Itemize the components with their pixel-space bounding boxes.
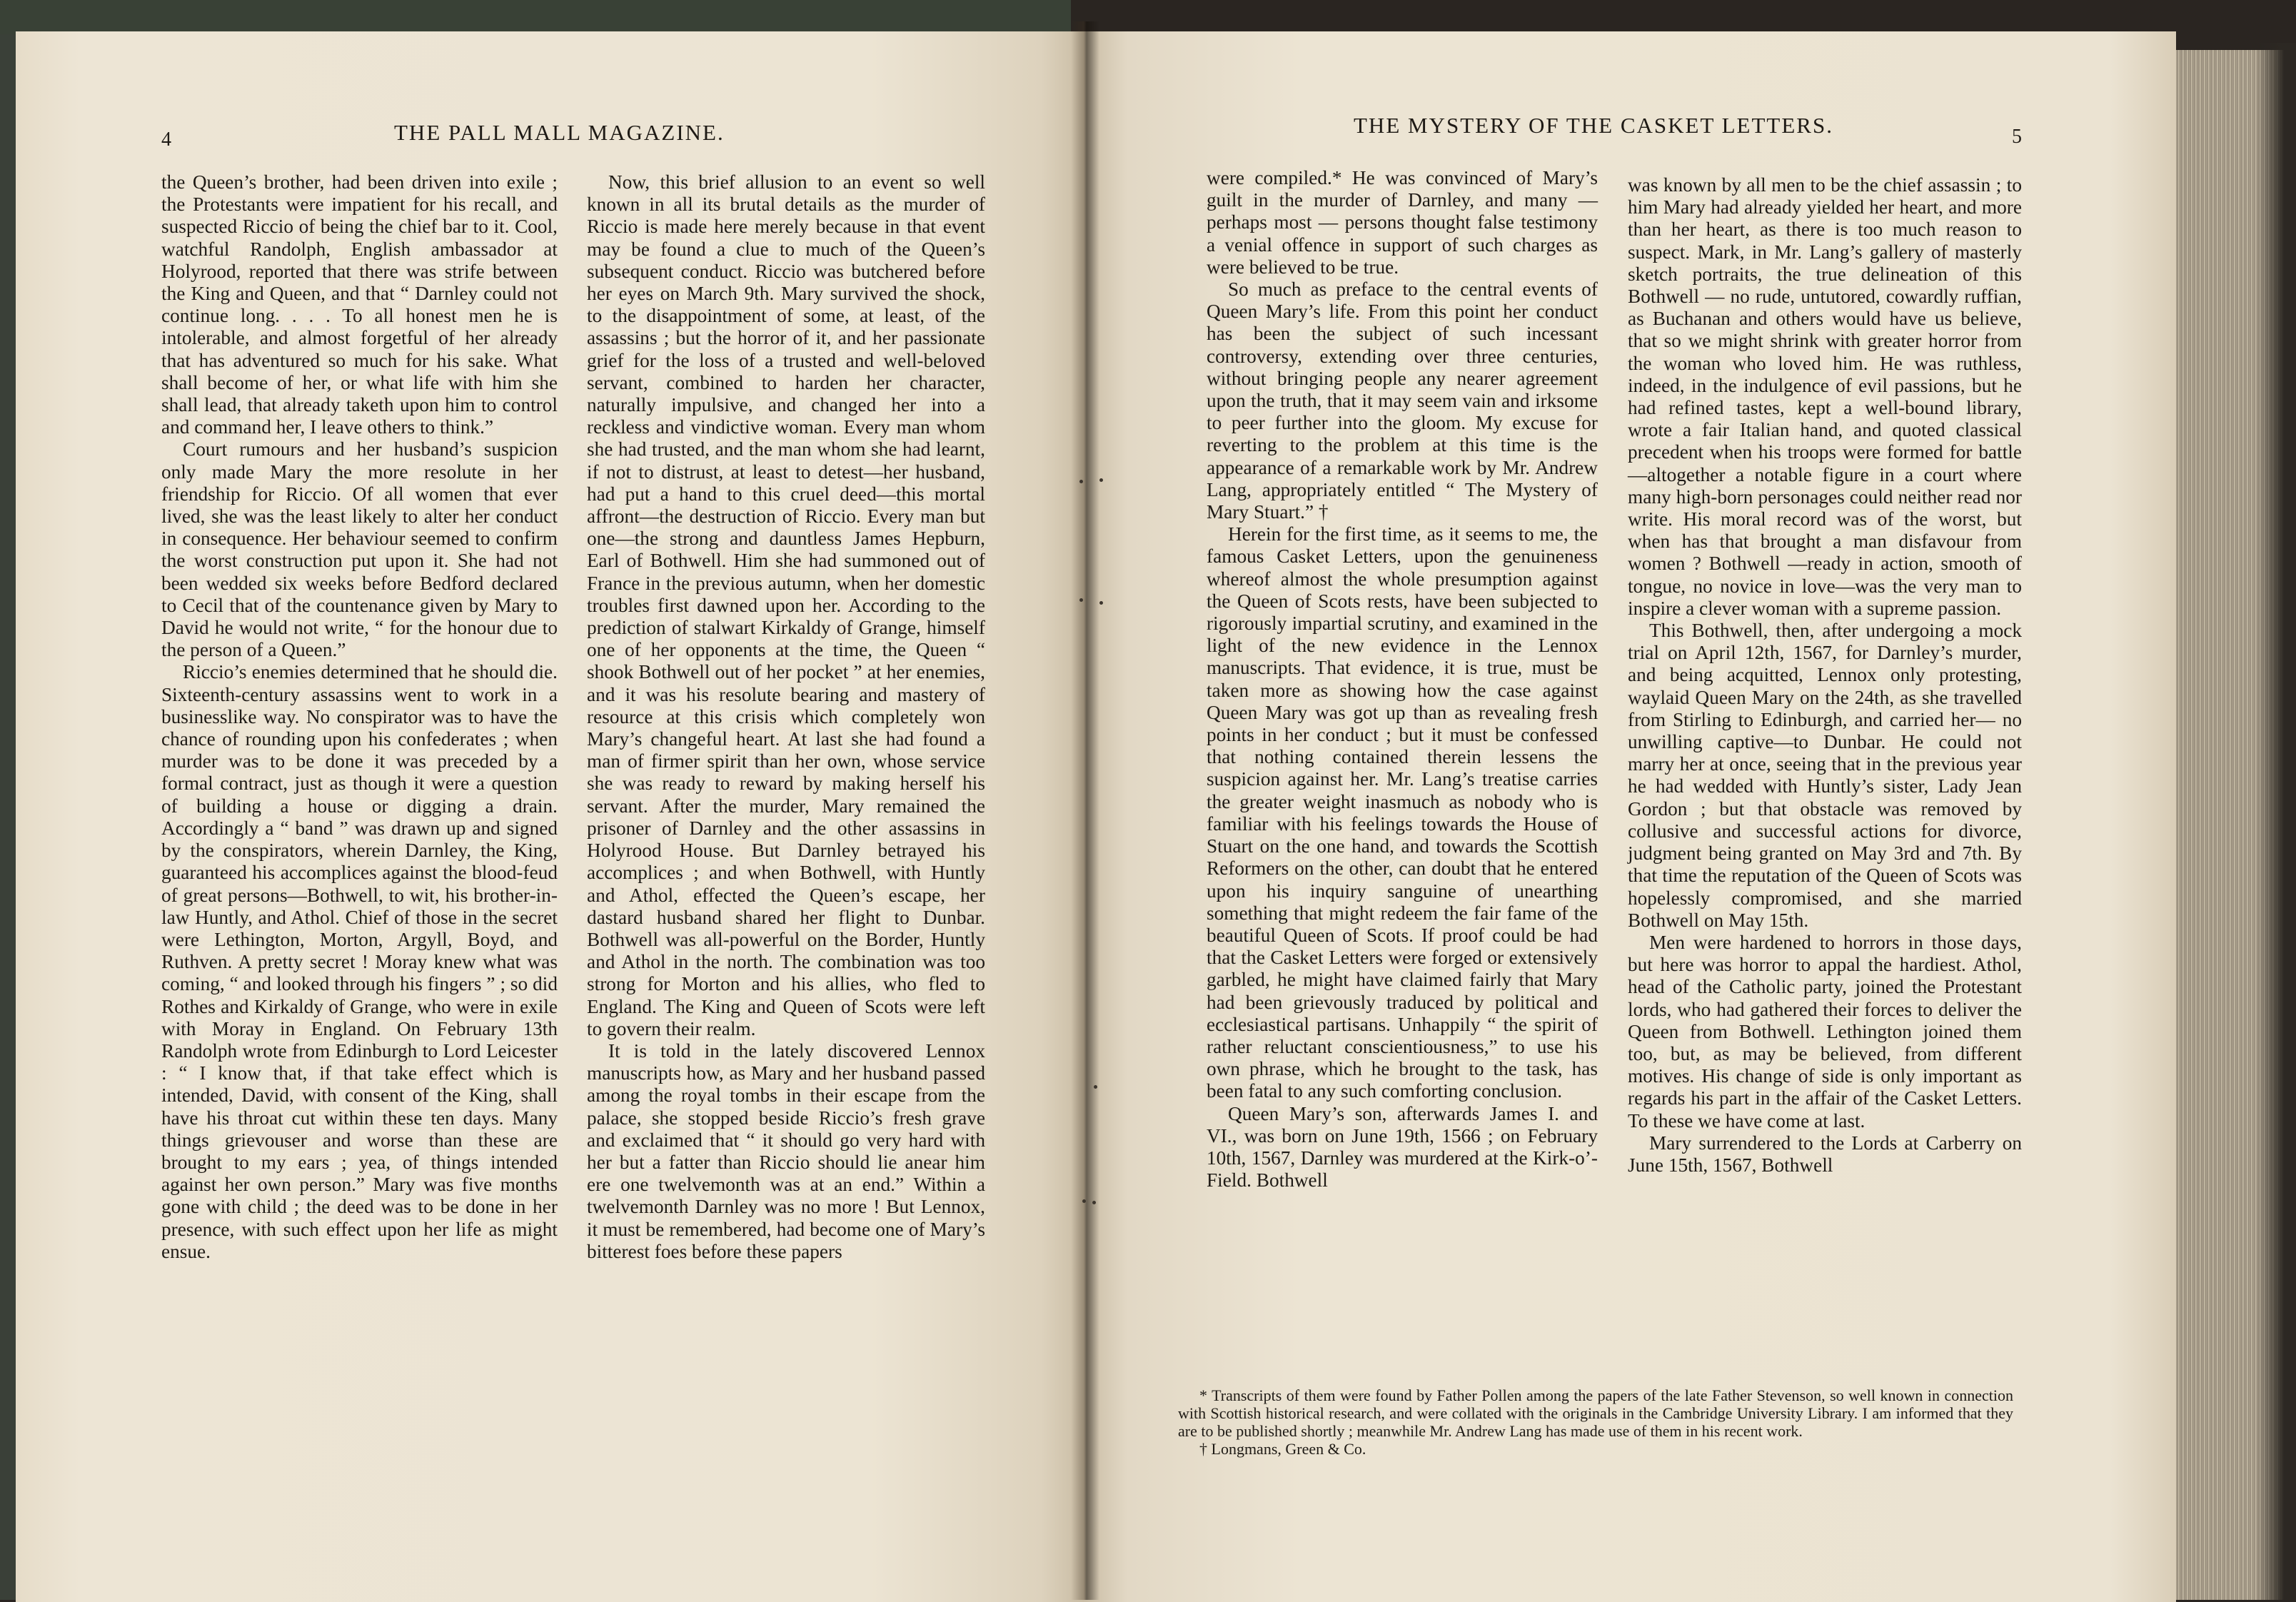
paragraph: Court rumours and her husband’s suspicion only made Mary the more resolute in her friendship for Riccio. Of all women that ever lived, she was the least likely to alter her conduct in consequence. Her behaviour seemed to confirm the worst construction put upon it. She had not been wedded six weeks before Bedford declared to Cecil that of the countenance given by Mary to David he would not write, “ for the honour due to the person of a Queen.”	[161, 438, 558, 661]
paragraph: Herein for the first time, as it seems to me, the famous Casket Letters, upon the genuineness whereof almost the whole presumption against the Queen of Scots rests, have been subjected to rigorously impartial scrutiny, and examined in the light of the new evidence in the Lennox manuscripts. That evidence, it is true, must be taken more as showing how the case against Queen Mary was got up than as revealing fresh points in her conduct ; but it must be confessed that nothing contained therein lessens the suspicion against her. Mr. Lang’s treatise carries the greater weight inasmuch as nobody who is familiar with his feelings towards the House of Stuart on the one hand, and towards the Scottish Reformers on the other, can doubt that he entered upon his inquiry sanguine of unearthing something that might redeem the fair fame of the beautiful Queen of Scots. If proof could be had that the Casket Letters were forged or extensively garbled, he might have claimed fairly that Mary had been grievously traduced by political and ecclesiastical partisans. Unhappily “ the spirit of rather reluctant conscientiousness,” to use his own phrase, which he brought to the task, has been fatal to any such comforting conclusion.	[1207, 523, 1598, 1102]
gutter-mark	[1079, 598, 1083, 602]
gutter-mark	[1099, 478, 1103, 482]
paragraph: Queen Mary’s son, afterwards James I. and VI., was born on June 19th, 1566 ; on February 10th, 1567, Darnley was murdered at the Kirk-o’-Field. Bothwell	[1207, 1102, 1598, 1192]
paragraph: Riccio’s enemies determined that he should die. Sixteenth-century assassins went to work in a businesslike way. No conspirator was to have the chance of rounding upon his confederates ; when murder was to be done it was preceded by a formal contract, just as though it were a question of building a house or digging a drain. Accordingly a “ band ” was drawn up and signed by the conspirators, wherein Darnley, the King, guaranteed his accomplices against the blood-feud of great persons—Bothwell, to wit, his brother-in-law Huntly, and Athol. Chief of those in the secret were Lethington, Morton, Argyll, Boyd, and Ruthven. A pretty secret ! Moray knew what was coming, “ and looked through his fingers ” ; so did Rothes and Kirkaldy of Grange, who were in exile with Moray in England. On February 13th Randolph wrote from Edinburgh to Lord Leicester : “ I know that, if that take effect which is intended, David, with consent of the King, shall have his throat cut within these ten days. Many things grievouser and worse than these are brought to my ears ; yea, of things intended against her own person.” Mary was five months gone with child ; the deed was to be done in her presence, with such effect upon her life as might ensue.	[161, 661, 558, 1262]
gutter-mark	[1094, 1085, 1097, 1089]
gutter-mark	[1099, 601, 1103, 605]
right-running-head: THE MYSTERY OF THE CASKET LETTERS.	[1354, 113, 1833, 138]
right-page-column-1	[1207, 167, 1598, 1192]
paragraph: Mary surrendered to the Lords at Carberry on June 15th, 1567, Bothwell	[1628, 1132, 2022, 1176]
gutter-mark	[1079, 480, 1083, 483]
left-page-column-2	[587, 171, 985, 1263]
paragraph: So much as preface to the central events of Queen Mary’s life. From this point her conduct has been the subject of such incessant controversy, extending over three centuries, without bringing people any nearer agreement upon the truth, that it may seem vain and irksome to peer further into the gloom. My excuse for reverting to the problem at this time is the appearance of a remarkable work by Mr. Andrew Lang, appropriately entitled “ The Mystery of Mary Stuart.” †	[1207, 278, 1598, 523]
footnotes	[1178, 1386, 2013, 1458]
left-running-head: THE PALL MALL MAGAZINE.	[394, 120, 725, 145]
right-page-column-2	[1628, 174, 2022, 1177]
left-page-column-1	[161, 171, 558, 1263]
right-page-number: 5	[2012, 126, 2022, 148]
footnote-1: * Transcripts of them were found by Father Pollen among the papers of the late Father Stevenson, so well known in connection with Scottish historical research, and were collated with the originals in the Cambridge University Library. I am informed that they are to be published shortly ; meanwhile Mr. Andrew Lang has made use of them in his recent work.	[1178, 1386, 2013, 1440]
paragraph: was known by all men to be the chief assassin ; to him Mary had already yielded her heart, and more than her heart, as there is too much reason to suspect. Mark, in Mr. Lang’s gallery of masterly sketch portraits, the true delineation of this Bothwell — no rude, untutored, cowardly ruffian, as Buchanan and others would have us believe, that so we might shrink with greater horror from the woman who loved him. He was ruthless, indeed, in the indulgence of evil passions, but he had refined tastes, kept a well-bound library, wrote a fair Italian hand, and quoted classical precedent when his troops were formed for battle—altogether a notable figure in a court where many high-born personages could neither read nor write. His moral record was of the worst, but when has that brought a man disfavour from women ? Bothwell —ready in action, smooth of tongue, no novice in love—was the very man to inspire a clever woman with a supreme passion.	[1628, 174, 2022, 619]
paragraph: This Bothwell, then, after undergoing a mock trial on April 12th, 1567, for Darnley’s murder, and being acquitted, Lennox only protesting, waylaid Queen Mary on the 24th, as she travelled from Stirling to Edinburgh, and carried her— no unwilling captive—to Dunbar. He could not marry her at once, seeing that in the previous year he had wedded with Huntly’s sister, Lady Jean Gordon ; but that obstacle was removed by collusive and successful actions for divorce, judgment being granted on May 3rd and 7th. By that time the reputation of the Queen of Scots was hopelessly compromised, and she married Bothwell on May 15th.	[1628, 620, 2022, 931]
paragraph: Now, this brief allusion to an event so well known in all its brutal details as the murder of Riccio is made here merely because in that event may be found a clue to much of the Queen’s subsequent conduct. Riccio was butchered before her eyes on March 9th. Mary survived the shock, to the disappointment of some, at least, of the assassins ; but the horror of it, and her passionate grief for the loss of a trusted and well-beloved servant, combined to harden her character, naturally impulsive, and changed her into a reckless and vindictive woman. Every man whom she had trusted, and the man whom she had learnt, if not to distrust, at least to detest—her husband, had put a hand to this cruel deed—this mortal affront—the destruction of Riccio. Every man but one—the strong and dauntless James Hepburn, Earl of Bothwell. Him she had summoned out of France in the previous autumn, when her domestic troubles first dawned upon her. According to the prediction of stalwart Kirkaldy of Grange, himself one of her opponents at the time, the Queen “ shook Bothwell out of her pocket ” at her enemies, and it was his resolute bearing and mastery of resource at this crisis which completely won Mary’s changeful heart. At last she had found a man of firmer spirit than her own, whose service she was ready to reward by making herself his servant. After the murder, Mary remained the prisoner of Darnley and the other assassins in Holyrood House. But Darnley betrayed his accomplices ; and when Bothwell, with Huntly and Athol, effected the Queen’s escape, her dastard husband shared her flight to Dunbar. Bothwell was all-powerful on the Border, Huntly and Athol in the north. The combination was too strong for Morton and his allies, who fled to England. The King and Queen of Scots were left to govern their realm.	[587, 171, 985, 1039]
book-gutter	[1071, 21, 1099, 1600]
footnote-2: † Longmans, Green & Co.	[1199, 1440, 1366, 1458]
paragraph: were compiled.* He was convinced of Mary’s guilt in the murder of Darnley, and many — perhaps most — persons thought false testimony a venial offence in support of such charges as were believed to be true.	[1207, 167, 1598, 278]
left-page-number: 4	[161, 129, 171, 151]
paragraph: the Queen’s brother, had been driven into exile ; the Protestants were impatient for his recall, and suspected Riccio of being the chief bar to it. Cool, watchful Randolph, English ambassador at Holyrood, reported that there was strife between the King and Queen, and that “ Darnley could not continue long. . . . To all honest men he is intolerable, and almost forgetful of her already that has adventured so much for his sake. What shall become of her, or what life with him she shall lead, that already taketh upon him to control and command her, I leave others to think.”	[161, 171, 558, 438]
paragraph: It is told in the lately discovered Lennox manuscripts how, as Mary and her husband passed among the royal tombs in their escape from the palace, she stopped beside Riccio’s fresh grave and exclaimed that “ it should go very hard with her but a fatter than Riccio should lie anear him ere one twelvemonth was at an end.” Within a twelvemonth Darnley was no more ! But Lennox, it must be remembered, had become one of Mary’s bitterest foes before these papers	[587, 1039, 985, 1262]
paragraph: Men were hardened to horrors in those days, but here was horror to appal the hardiest. Athol, head of the Catholic party, joined the Protestant lords, who had gathered their forces to deliver the Queen from Bothwell. Lethington joined them too, but, as may be believed, from different motives. His change of side is only important as regards his part in the affair of the Casket Letters. To these we have come at last.	[1628, 931, 2022, 1132]
gutter-mark	[1082, 1199, 1086, 1203]
book-cover-top	[0, 0, 1071, 34]
gutter-mark	[1092, 1201, 1096, 1204]
page-edges-shadow	[2256, 43, 2296, 1600]
